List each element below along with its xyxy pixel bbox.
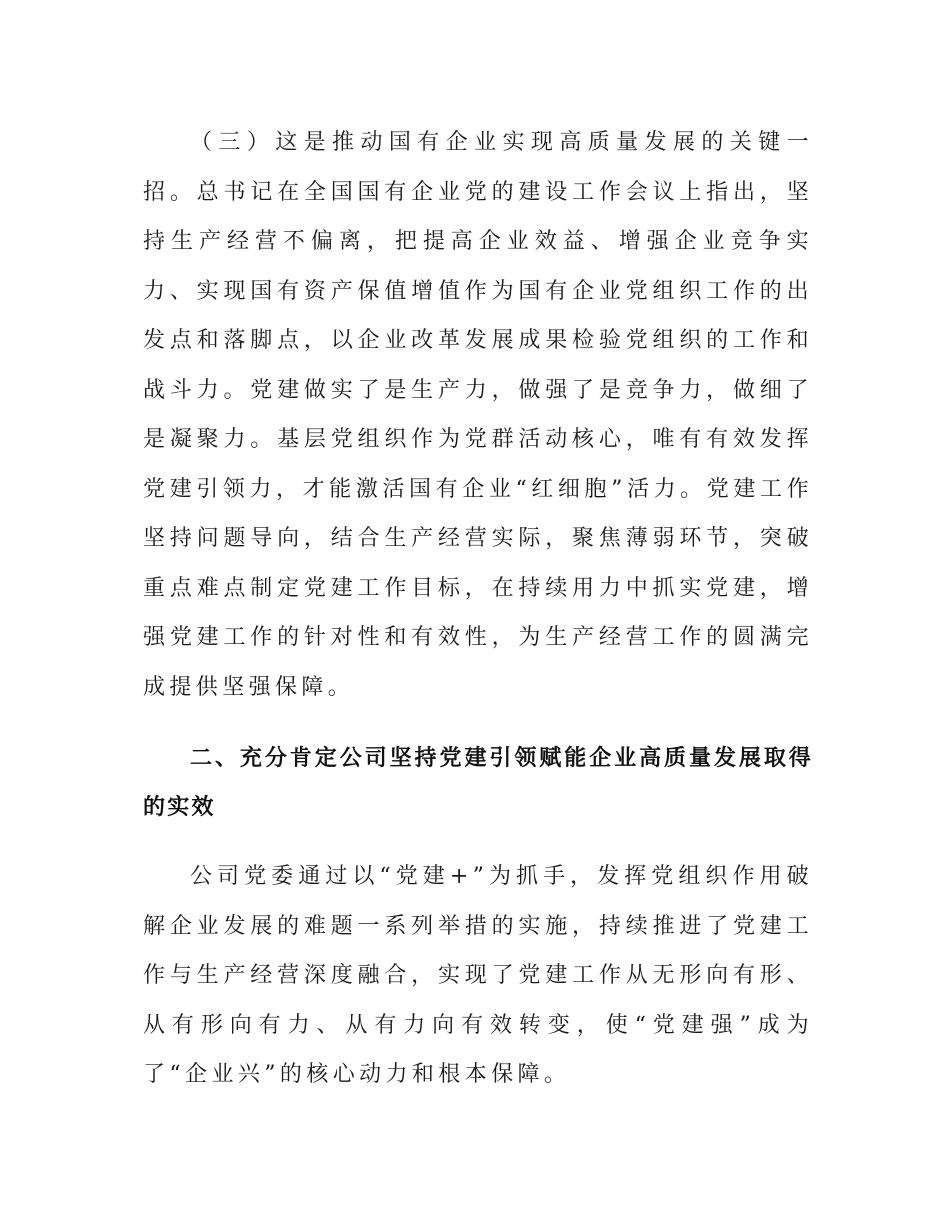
section-heading-2: 二、充分肯定公司坚持党建引领赋能企业高质量发展取得的实效 xyxy=(143,746,813,820)
body-paragraph-key-move: （三）这是推动国有企业实现高质量发展的关键一招。总书记在全国国有企业党的建设工作会议上指出，坚持生产经营不偏离，把提高企业效益、增强企业竞争实力、实现国有资产保值增值作为国有企业党组织工作的出发点和落脚点，以企业改革发展成果检验党组织的工作和战斗力。党建做实了是生产力，做强了是竞争力，做细了是凝聚力。基层党组织作为党群活动核心，唯有有效发挥党建引领力，才能激活国有企业“红细胞”活力。党建工作坚持问题导向，结合生产经营实际，聚焦薄弱环节，突破重点难点制定党建工作目标，在持续用力中抓实党建，增强党建工作的针对性和有效性，为生产经营工作的圆满完成提供坚强保障。 xyxy=(143,130,813,700)
document-body xyxy=(143,118,813,1100)
body-paragraph-party-committee: 公司党委通过以“党建+”为抓手，发挥党组织作用破解企业发展的难题一系列举措的实施，持续推进了党建工作与生产经营深度融合，实现了党建工作从无形向有形、从有形向有力、从有力向有效转变，使“党建强”成为了“企业兴”的核心动力和根本保障。 xyxy=(143,864,813,1087)
